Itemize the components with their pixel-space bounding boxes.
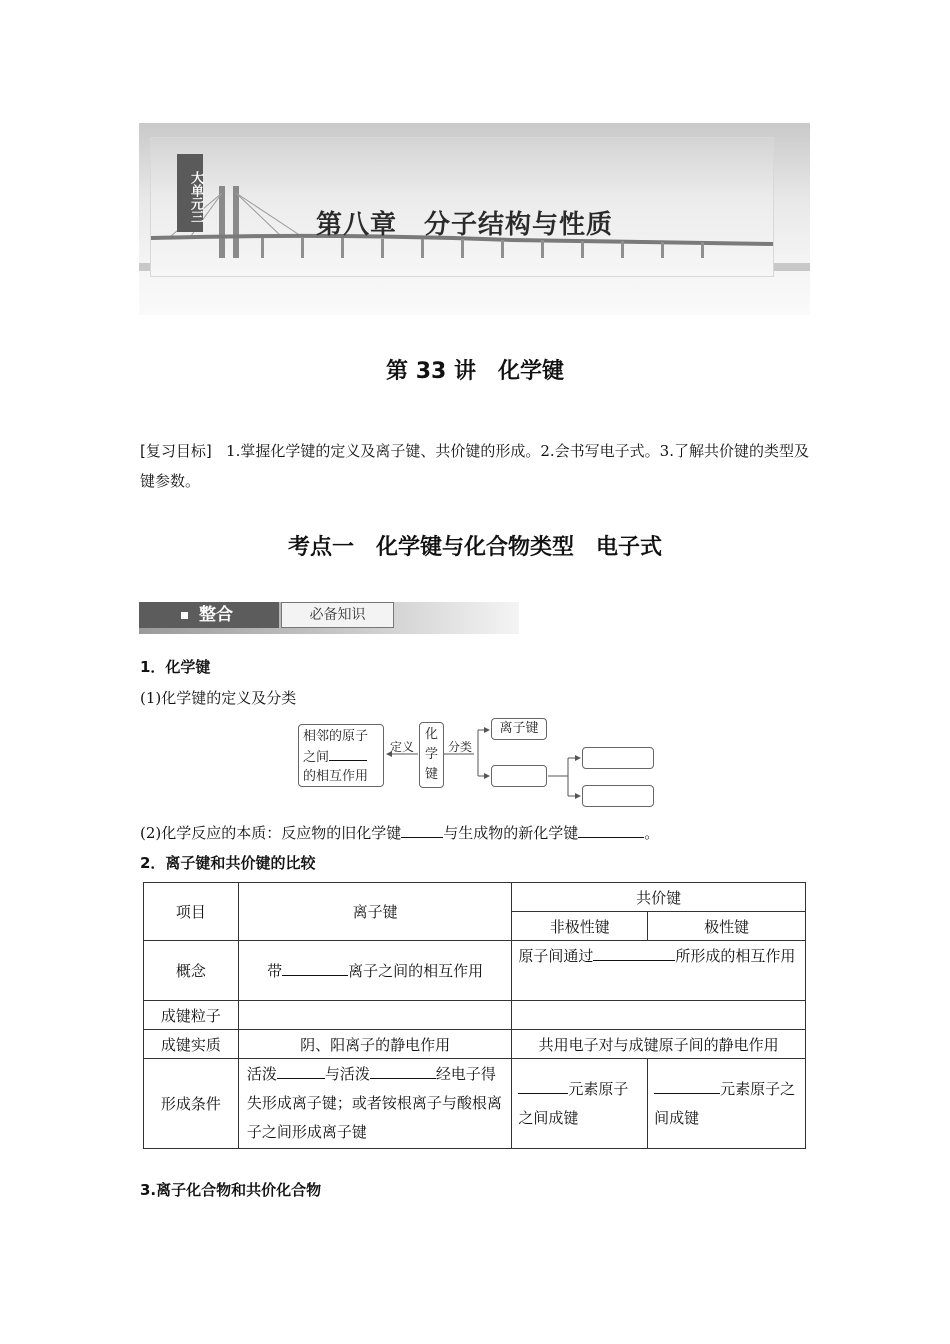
- reaction-essence-part-1: (2)化学反应的本质：反应物的旧化学键: [140, 824, 402, 842]
- reaction-essence-end: 。: [644, 824, 660, 842]
- bond-comparison-table: [143, 882, 806, 1149]
- section-bar-sub: 必备知识: [281, 602, 394, 628]
- heading-chemical-bond: 1．化学键: [140, 658, 211, 676]
- definition-arrow-label: 定义: [390, 740, 415, 754]
- row-label-essence: 成键实质: [144, 1030, 239, 1059]
- chapter-title: 第八章 分子结构与性质: [316, 210, 614, 240]
- table-row: [144, 1001, 806, 1030]
- bond-diagram: [298, 716, 658, 812]
- cell-polar-conditions: 元素原子之间成键: [648, 1059, 806, 1149]
- cell-nonpolar-conditions: 元素原子之间成键: [512, 1059, 648, 1149]
- header-ionic: 离子键: [238, 883, 512, 941]
- definition-line-2: 之间: [303, 746, 379, 767]
- definition-box: [298, 724, 384, 787]
- cell-covalent-concept: 原子间通过 所形成的相互作用: [512, 941, 806, 1001]
- banner-panel: [151, 138, 773, 276]
- heading-compounds: 3.离子化合物和共价化合物: [140, 1181, 322, 1199]
- definition-line-3: 的相互作用: [303, 769, 369, 784]
- chapter-banner: [139, 123, 810, 315]
- row-label-concept: 概念: [144, 941, 239, 1001]
- definition-line-1: 相邻的原子: [303, 729, 369, 744]
- chemical-bond-box: [419, 722, 444, 788]
- center-char-1: 化: [424, 727, 438, 742]
- table-row: [144, 883, 806, 912]
- exam-point-title: 考点一 化学键与化合物类型 电子式: [287, 535, 662, 560]
- cell-covalent-particles: [512, 1001, 806, 1030]
- section-bar-main-label: 整合: [199, 605, 233, 625]
- ionic-bond-box: 离子键: [491, 718, 547, 740]
- table-row: [144, 1030, 806, 1059]
- header-item: 项目: [144, 883, 239, 941]
- table-row: [144, 941, 806, 1001]
- section-bar: [139, 602, 519, 634]
- blank-bond-type-box: [491, 765, 547, 787]
- table-row: [144, 1059, 806, 1149]
- cell-ionic-concept: 带 离子之间的相互作用: [238, 941, 512, 1001]
- objective-text: 1.掌握化学键的定义及离子键、共价键的形成。2.会书写电子式。3.了解共价键的类型及键参数。: [140, 442, 809, 490]
- blank-subtype-box-1: [582, 747, 654, 769]
- review-objective: [140, 436, 812, 496]
- cell-ionic-particles: [238, 1001, 512, 1030]
- section-bar-main: [139, 602, 279, 628]
- heading-comparison: 2．离子键和共价键的比较: [140, 854, 316, 872]
- header-nonpolar: 非极性键: [512, 912, 648, 941]
- reaction-essence-part-2: 与生成物的新化学键: [443, 824, 579, 842]
- blank-fill: [578, 823, 644, 838]
- cell-covalent-essence: 共用电子对与成键原子间的静电作用: [512, 1030, 806, 1059]
- center-char-2: 学: [424, 747, 438, 762]
- blank-fill: [401, 823, 443, 838]
- sub-definition-classification: (1)化学键的定义及分类: [140, 689, 297, 707]
- row-label-particles: 成键粒子: [144, 1001, 239, 1030]
- classify-arrow-label: 分类: [448, 740, 473, 754]
- objective-label: [复习目标]: [140, 442, 212, 460]
- header-polar: 极性键: [648, 912, 806, 941]
- row-label-conditions: 形成条件: [144, 1059, 239, 1149]
- header-covalent: 共价键: [512, 883, 806, 912]
- square-bullet-icon: [181, 612, 188, 619]
- cell-ionic-essence: 阴、阳离子的静电作用: [238, 1030, 512, 1059]
- lecture-title: 第 33 讲 化学键: [386, 359, 564, 384]
- blank-subtype-box-2: [582, 785, 654, 807]
- cell-ionic-conditions: 活泼 与活泼 经电子得失形成离子键；或者铵根离子与酸根离子之间形成离子键: [238, 1059, 512, 1149]
- center-char-3: 键: [424, 767, 438, 782]
- unit-tag: 大单元三: [177, 154, 203, 232]
- reaction-essence-line: [140, 822, 659, 843]
